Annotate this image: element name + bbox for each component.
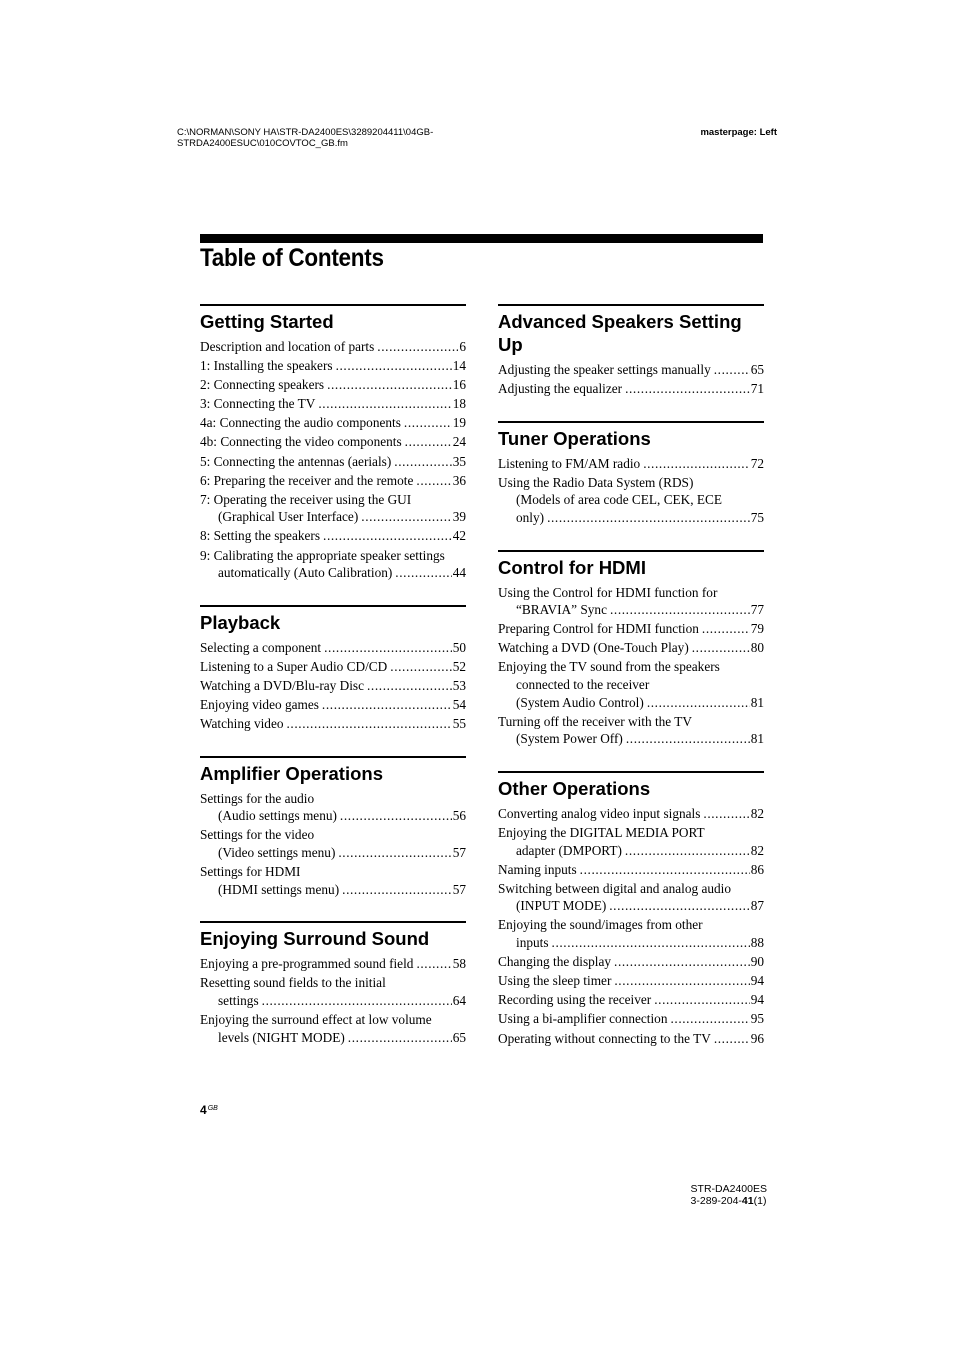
dot-leader — [287, 715, 452, 733]
toc-entry-text: 9: Calibrating the appropriate speaker settings — [200, 547, 445, 563]
toc-entry-text: Switching between digital and analog audio — [498, 880, 732, 896]
toc-entry-text: (HDMI settings menu) — [218, 881, 340, 897]
toc-entry-text: (Video settings menu) — [218, 844, 336, 860]
toc-page-number: 90 — [750, 954, 764, 970]
dot-leader — [318, 395, 451, 413]
toc-entry[interactable] — [200, 491, 466, 526]
section-rule — [498, 550, 764, 552]
dot-leader — [324, 639, 452, 657]
toc-entry-text: Enjoying the sound/images from other — [498, 917, 703, 933]
toc-entry-text: 1: Installing the speakers — [200, 358, 333, 374]
toc-page-number: 6 — [459, 339, 466, 354]
toc-page-number: 35 — [452, 453, 466, 469]
toc-entry-text: Using the sleep timer — [498, 973, 612, 989]
toc-entry[interactable] — [498, 380, 764, 398]
section-rule — [200, 605, 466, 607]
toc-page-number: 36 — [452, 472, 466, 488]
section-rule — [200, 921, 466, 923]
toc-entry[interactable] — [498, 658, 764, 711]
dot-leader — [327, 376, 452, 394]
section-title: Tuner Operations — [498, 427, 651, 449]
toc-entry-text: 6: Preparing the receiver and the remote — [200, 472, 414, 488]
toc-entry-text: Enjoying the surround effect at low volume — [200, 1012, 432, 1028]
toc-left-column — [200, 304, 466, 1069]
dot-leader — [625, 842, 750, 860]
section-title: Playback — [200, 611, 281, 633]
toc-entry-text: only) — [516, 509, 545, 525]
toc-entry[interactable] — [200, 677, 466, 695]
footer-code-prefix: 3-289-204- — [690, 1195, 742, 1207]
footer-model: STR-DA2400ES — [690, 1183, 767, 1195]
toc-entry[interactable] — [200, 395, 466, 413]
toc-entry[interactable] — [200, 658, 466, 676]
dot-leader — [714, 1030, 750, 1048]
toc-page-number: 79 — [750, 621, 764, 637]
toc-section — [498, 304, 764, 398]
toc-page-number: 14 — [452, 358, 466, 374]
dot-leader — [692, 639, 750, 657]
toc-entry-text: Listening to FM/AM radio — [498, 455, 641, 471]
dot-leader — [647, 694, 750, 712]
toc-entry-text: “BRAVIA” Sync — [516, 602, 607, 618]
toc-page-number: 95 — [750, 1011, 764, 1027]
toc-entry-text: Listening to a Super Audio CD/CD — [200, 658, 388, 674]
toc-entry-text: (System Power Off) — [516, 731, 623, 747]
dot-leader — [714, 361, 750, 379]
toc-page-number: 82 — [750, 805, 764, 821]
toc-entry[interactable] — [498, 1030, 764, 1048]
toc-page-number: 77 — [750, 602, 764, 618]
toc-entry-text: Converting analog video input signals — [498, 805, 701, 821]
toc-page-number: 72 — [750, 455, 764, 471]
toc-entry[interactable] — [200, 357, 466, 375]
dot-leader — [626, 730, 750, 748]
page-number-suffix: GB — [207, 1105, 218, 1112]
toc-entry-text: Using the Control for HDMI function for — [498, 584, 718, 600]
section-title: Getting Started — [200, 311, 334, 332]
toc-section — [200, 304, 466, 582]
toc-entry-text: Preparing Control for HDMI function — [498, 621, 699, 637]
toc-entry-text: 4b: Connecting the video components — [200, 434, 402, 450]
toc-page-number: 53 — [452, 677, 466, 693]
toc-entry[interactable] — [200, 547, 466, 582]
toc-entry-text: Turning off the receiver with the TV — [498, 713, 692, 729]
toc-entry[interactable] — [200, 338, 466, 356]
toc-section — [200, 921, 466, 1046]
toc-entry-text: Settings for HDMI — [200, 864, 301, 880]
toc-entry-text: Adjusting the speaker settings manually — [498, 362, 711, 377]
dot-leader — [609, 897, 749, 915]
toc-entry-text: automatically (Auto Calibration) — [218, 565, 393, 581]
toc-entry-text: 3: Connecting the TV — [200, 396, 316, 412]
toc-entry[interactable] — [200, 863, 466, 898]
dot-leader — [361, 508, 451, 526]
toc-entry[interactable] — [200, 974, 466, 1009]
toc-entry-text: settings — [218, 992, 259, 1008]
toc-right-column — [498, 304, 764, 1070]
toc-entry[interactable] — [498, 361, 764, 379]
dot-leader — [405, 433, 452, 451]
toc-entry[interactable] — [498, 1010, 764, 1028]
toc-entry-text: Enjoying the TV sound from the speakers — [498, 659, 720, 675]
section-rule — [498, 421, 764, 423]
footer-code — [691, 1183, 767, 1207]
dot-leader — [547, 509, 750, 527]
toc-entry[interactable] — [200, 1011, 466, 1046]
toc-entry-text: Enjoying a pre-programmed sound field — [200, 956, 414, 972]
toc-entry[interactable] — [498, 639, 764, 657]
toc-page-number: 57 — [452, 844, 466, 860]
footer-part-number — [691, 1195, 767, 1207]
toc-entry-text: Recording using the receiver — [498, 992, 652, 1008]
toc-entry-text: Settings for the audio — [200, 790, 315, 806]
toc-entry-text: Using a bi-amplifier connection — [498, 1011, 668, 1027]
dot-leader — [262, 992, 452, 1010]
dot-leader — [614, 972, 749, 990]
toc-entry-text: (Audio settings menu) — [218, 808, 337, 824]
dot-leader — [404, 414, 452, 432]
toc-entry-text: Watching video — [200, 716, 284, 732]
dot-leader — [367, 677, 452, 695]
toc-page-number: 24 — [452, 434, 466, 450]
toc-entry-text: Resetting sound fields to the initial — [200, 975, 386, 991]
section-title: Enjoying Surround Sound — [200, 928, 430, 950]
toc-entry-text: 5: Connecting the antennas (aerials) — [200, 453, 392, 469]
toc-entry-text: connected to the receiver — [516, 677, 650, 693]
dot-leader — [670, 1010, 749, 1028]
toc-page-number: 96 — [750, 1030, 764, 1046]
masterpage-label: masterpage: Left — [700, 127, 777, 138]
toc-page-number: 94 — [750, 973, 764, 989]
toc-entry-text: Using the Radio Data System (RDS) — [498, 474, 694, 490]
toc-page-number: 57 — [452, 881, 466, 897]
toc-entry[interactable] — [200, 715, 466, 733]
toc-section — [200, 756, 466, 899]
toc-entry-text: Adjusting the equalizer — [498, 381, 623, 397]
dot-leader — [625, 380, 750, 398]
toc-entry-text: Description and location of parts — [200, 339, 375, 354]
section-rule — [498, 771, 764, 773]
toc-page-number: 65 — [452, 1029, 466, 1045]
toc-section — [200, 605, 466, 733]
toc-entry-text: Changing the display — [498, 954, 612, 970]
dot-leader — [703, 805, 749, 823]
dot-leader — [323, 527, 452, 545]
toc-page-number: 56 — [452, 808, 466, 824]
toc-entry[interactable] — [498, 953, 764, 971]
toc-page-number: 88 — [750, 935, 764, 951]
dot-leader — [377, 338, 458, 356]
toc-page-number: 52 — [452, 658, 466, 674]
section-title: Amplifier Operations — [200, 762, 383, 784]
toc-entry[interactable] — [200, 696, 466, 714]
dot-leader — [643, 455, 750, 473]
dot-leader — [340, 807, 452, 825]
section-rule — [498, 304, 764, 306]
page-title: Table of Contents — [200, 244, 384, 272]
toc-entry[interactable] — [498, 916, 764, 951]
dot-leader — [338, 844, 451, 862]
toc-entry[interactable] — [498, 455, 764, 473]
toc-page-number: 86 — [750, 861, 764, 877]
dot-leader — [416, 472, 451, 490]
dot-leader — [580, 861, 750, 879]
toc-entry[interactable] — [200, 639, 466, 657]
toc-entry-text: (Models of area code CEL, CEK, ECE — [516, 492, 723, 508]
toc-page-number: 94 — [750, 992, 764, 1008]
toc-page-number: 81 — [750, 694, 764, 710]
toc-entry-text: 2: Connecting speakers — [200, 377, 325, 393]
dot-leader — [394, 453, 451, 471]
toc-page-number: 65 — [750, 362, 764, 377]
toc-page-number: 18 — [452, 396, 466, 412]
section-title: Advanced Speakers Setting Up — [498, 311, 742, 355]
toc-section — [498, 771, 764, 1047]
toc-entry[interactable] — [200, 527, 466, 545]
toc-entry-text: Naming inputs — [498, 861, 577, 877]
toc-entry-text: 8: Setting the speakers — [200, 528, 321, 544]
section-rule — [200, 756, 466, 758]
toc-entry-text: Operating without connecting to the TV — [498, 1030, 711, 1046]
toc-page-number: 44 — [452, 565, 466, 581]
toc-page-number: 19 — [452, 415, 466, 431]
title-rule — [200, 234, 763, 243]
toc-entry[interactable] — [200, 790, 466, 825]
dot-leader — [395, 564, 451, 582]
toc-entry[interactable] — [200, 472, 466, 490]
toc-page-number: 80 — [750, 640, 764, 656]
toc-entry-text: inputs — [516, 935, 549, 951]
toc-section — [498, 421, 764, 527]
footer-code-suffix: (1) — [753, 1195, 767, 1207]
toc-entry[interactable] — [200, 453, 466, 471]
dot-leader — [336, 357, 452, 375]
toc-page-number: 50 — [452, 639, 466, 655]
dot-leader — [342, 881, 452, 899]
toc-page-number: 55 — [452, 716, 466, 732]
section-rule — [200, 304, 466, 306]
toc-page-number: 87 — [750, 898, 764, 914]
section-title: Other Operations — [498, 777, 651, 799]
toc-entry-text: Settings for the video — [200, 827, 315, 843]
section-title: Control for HDMI — [498, 556, 646, 578]
dot-leader — [416, 955, 451, 973]
dot-leader — [610, 601, 750, 619]
dot-leader — [614, 953, 750, 971]
toc-entry-text: Enjoying video games — [200, 697, 319, 712]
toc-entry[interactable] — [200, 955, 466, 973]
toc-entry[interactable] — [498, 584, 764, 619]
toc-entry[interactable] — [498, 824, 764, 859]
toc-entry-text: Enjoying the DIGITAL MEDIA PORT — [498, 825, 705, 840]
toc-entry[interactable] — [498, 861, 764, 879]
toc-entry-text: Watching a DVD (One-Touch Play) — [498, 640, 689, 656]
toc-page-number: 75 — [750, 509, 764, 525]
toc-page-number: 16 — [452, 377, 466, 393]
toc-entry[interactable] — [498, 880, 764, 915]
toc-section — [498, 550, 764, 748]
toc-entry[interactable] — [498, 991, 764, 1009]
dot-leader — [552, 934, 750, 952]
toc-entry[interactable] — [200, 433, 466, 451]
toc-entry[interactable] — [498, 972, 764, 990]
toc-page-number: 81 — [750, 731, 764, 747]
toc-entry[interactable] — [498, 805, 764, 823]
toc-entry[interactable] — [498, 713, 764, 748]
toc-entry-text: (Graphical User Interface) — [218, 509, 359, 525]
toc-entry-text: 4a: Connecting the audio components — [200, 415, 401, 431]
toc-entry[interactable] — [200, 376, 466, 394]
toc-page-number: 58 — [452, 956, 466, 972]
dot-leader — [322, 696, 452, 714]
toc-page-number: 64 — [452, 992, 466, 1008]
toc-page-number: 42 — [452, 528, 466, 544]
dot-leader — [702, 620, 750, 638]
dot-leader — [348, 1029, 452, 1047]
file-path-header: C:\NORMAN\SONY HA\STR-DA2400ES\3289204411\04GB- STRDA2400ESUC\010COVTOC_GB.fm — [177, 127, 434, 149]
toc-entry[interactable] — [498, 620, 764, 638]
toc-entry[interactable] — [200, 826, 466, 861]
toc-entry-text: levels (NIGHT MODE) — [218, 1029, 345, 1045]
toc-page-number: 54 — [452, 697, 466, 712]
toc-page-number: 39 — [452, 509, 466, 525]
page-number — [200, 1103, 218, 1117]
page-number-value: 4 — [200, 1103, 207, 1117]
toc-entry[interactable] — [498, 474, 764, 527]
toc-page-number: 82 — [750, 842, 764, 858]
toc-entry-text: adapter (DMPORT) — [516, 842, 622, 858]
toc-entry-text: Watching a DVD/Blu-ray Disc — [200, 677, 364, 693]
toc-entry-text: 7: Operating the receiver using the GUI — [200, 491, 412, 507]
toc-entry[interactable] — [200, 414, 466, 432]
dot-leader — [654, 991, 749, 1009]
footer-code-bold: 41 — [741, 1195, 754, 1207]
toc-entry-text: (INPUT MODE) — [516, 898, 607, 914]
toc-page-number: 71 — [750, 381, 764, 397]
dot-leader — [390, 658, 451, 676]
toc-entry-text: Selecting a component — [200, 639, 322, 655]
toc-entry-text: (System Audio Control) — [516, 694, 644, 710]
